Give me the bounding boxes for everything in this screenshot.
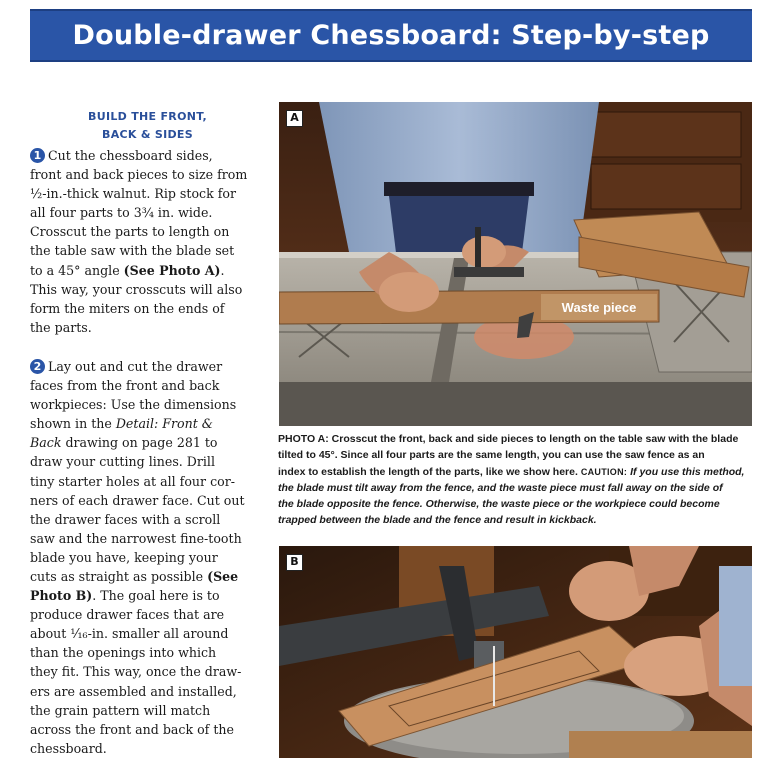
step-2 — [30, 357, 265, 758]
step-1-line: the parts. — [30, 319, 92, 335]
article-body — [30, 108, 265, 778]
photo-a — [279, 102, 752, 426]
title-banner — [30, 9, 752, 62]
section-heading — [30, 108, 265, 144]
photo-b — [279, 546, 752, 758]
photo-a-illustration — [279, 102, 752, 426]
step-2-line: draw your cutting lines. Drill — [30, 454, 215, 470]
step-2-line: shown in the Detail: Front & — [30, 416, 213, 432]
step-number-badge: 2 — [30, 359, 45, 374]
step-1-line: This way, your crosscuts will also — [30, 281, 243, 297]
step-1-line: front and back pieces to size from — [30, 167, 248, 183]
caption-line: trapped between the blade and the fence and result in kickback. — [278, 514, 597, 527]
step-2-line: the grain pattern will match — [30, 702, 211, 718]
step-2-line: faces from the front and back — [30, 378, 220, 394]
step-2-line: blade you have, keeping your — [30, 549, 218, 565]
step-1-line: form the miters on the ends of — [30, 300, 225, 316]
step-2-line: across the front and back of the — [30, 721, 234, 737]
step-2-line: chessboard. — [30, 740, 107, 756]
step-2-line: they fit. This way, once the draw- — [30, 664, 242, 680]
step-1-line: to a 45° angle (See Photo A). — [30, 262, 225, 278]
step-2-line: than the openings into which — [30, 645, 217, 661]
step-1-line: ½-in.-thick walnut. Rip stock for — [30, 186, 236, 202]
step-2-line: saw and the narrowest fine-tooth — [30, 530, 242, 546]
heading-line-1: BUILD THE FRONT, — [88, 110, 207, 123]
step-1-line: 1 Cut the chessboard sides, — [30, 146, 265, 165]
caption-line: PHOTO A: Crosscut the front, back and side pieces to length on the table saw with the blade — [278, 433, 739, 445]
step-2-line: produce drawer faces that are — [30, 607, 225, 623]
step-number-badge: 1 — [30, 148, 45, 163]
drawing-reference: Detail: Front & — [115, 416, 213, 432]
step-2-line: about ¹⁄₁₆-in. smaller all around — [30, 626, 229, 642]
photo-b-reference: (See — [207, 568, 239, 584]
photo-b-illustration — [279, 546, 752, 758]
heading-line-2: BACK & SIDES — [102, 128, 193, 141]
step-1-line: all four parts to 3¾ in. wide. — [30, 205, 213, 221]
step-1 — [30, 146, 265, 337]
step-2-line: workpieces: Use the dimensions — [30, 397, 237, 413]
step-2-line: ers are assembled and installed, — [30, 683, 237, 699]
step-2-line: 2 Lay out and cut the drawer — [30, 357, 265, 376]
caption-line: the blade opposite the fence. Otherwise, the waste piece or the workpiece could become — [278, 498, 720, 511]
caption-line: the blade must tilt away from the fence, and the waste piece must fall away on the side of — [278, 481, 723, 494]
page-title: Double-drawer Chessboard: Step-by-step — [72, 20, 710, 51]
waste-piece-label: Waste piece — [561, 300, 637, 315]
step-1-line: Crosscut the parts to length on — [30, 224, 230, 240]
photo-a-caption — [278, 431, 756, 529]
step-2-line: ners of each drawer face. Cut out — [30, 492, 245, 508]
photo-a-label: A — [286, 110, 303, 127]
photo-a-reference: (See Photo A) — [123, 262, 221, 278]
step-2-line: tiny starter holes at all four cor- — [30, 473, 235, 489]
photo-b-label: B — [286, 554, 303, 571]
caption-line: tilted to 45°. Since all four parts are the same length, you can use the saw fence as an — [278, 449, 705, 462]
step-2-line: Back drawing on page 281 to — [30, 435, 218, 451]
caution-label: CAUTION: — [580, 466, 628, 477]
step-2-line: the drawer faces with a scroll — [30, 511, 221, 527]
caption-line: index to establish the length of the parts, like we show here. CAUTION: If you use this method, — [278, 465, 745, 478]
step-2-line: cuts as straight as possible (See — [30, 568, 239, 584]
step-2-line: Photo B). The goal here is to — [30, 588, 220, 604]
step-1-line: the table saw with the blade set — [30, 243, 235, 259]
